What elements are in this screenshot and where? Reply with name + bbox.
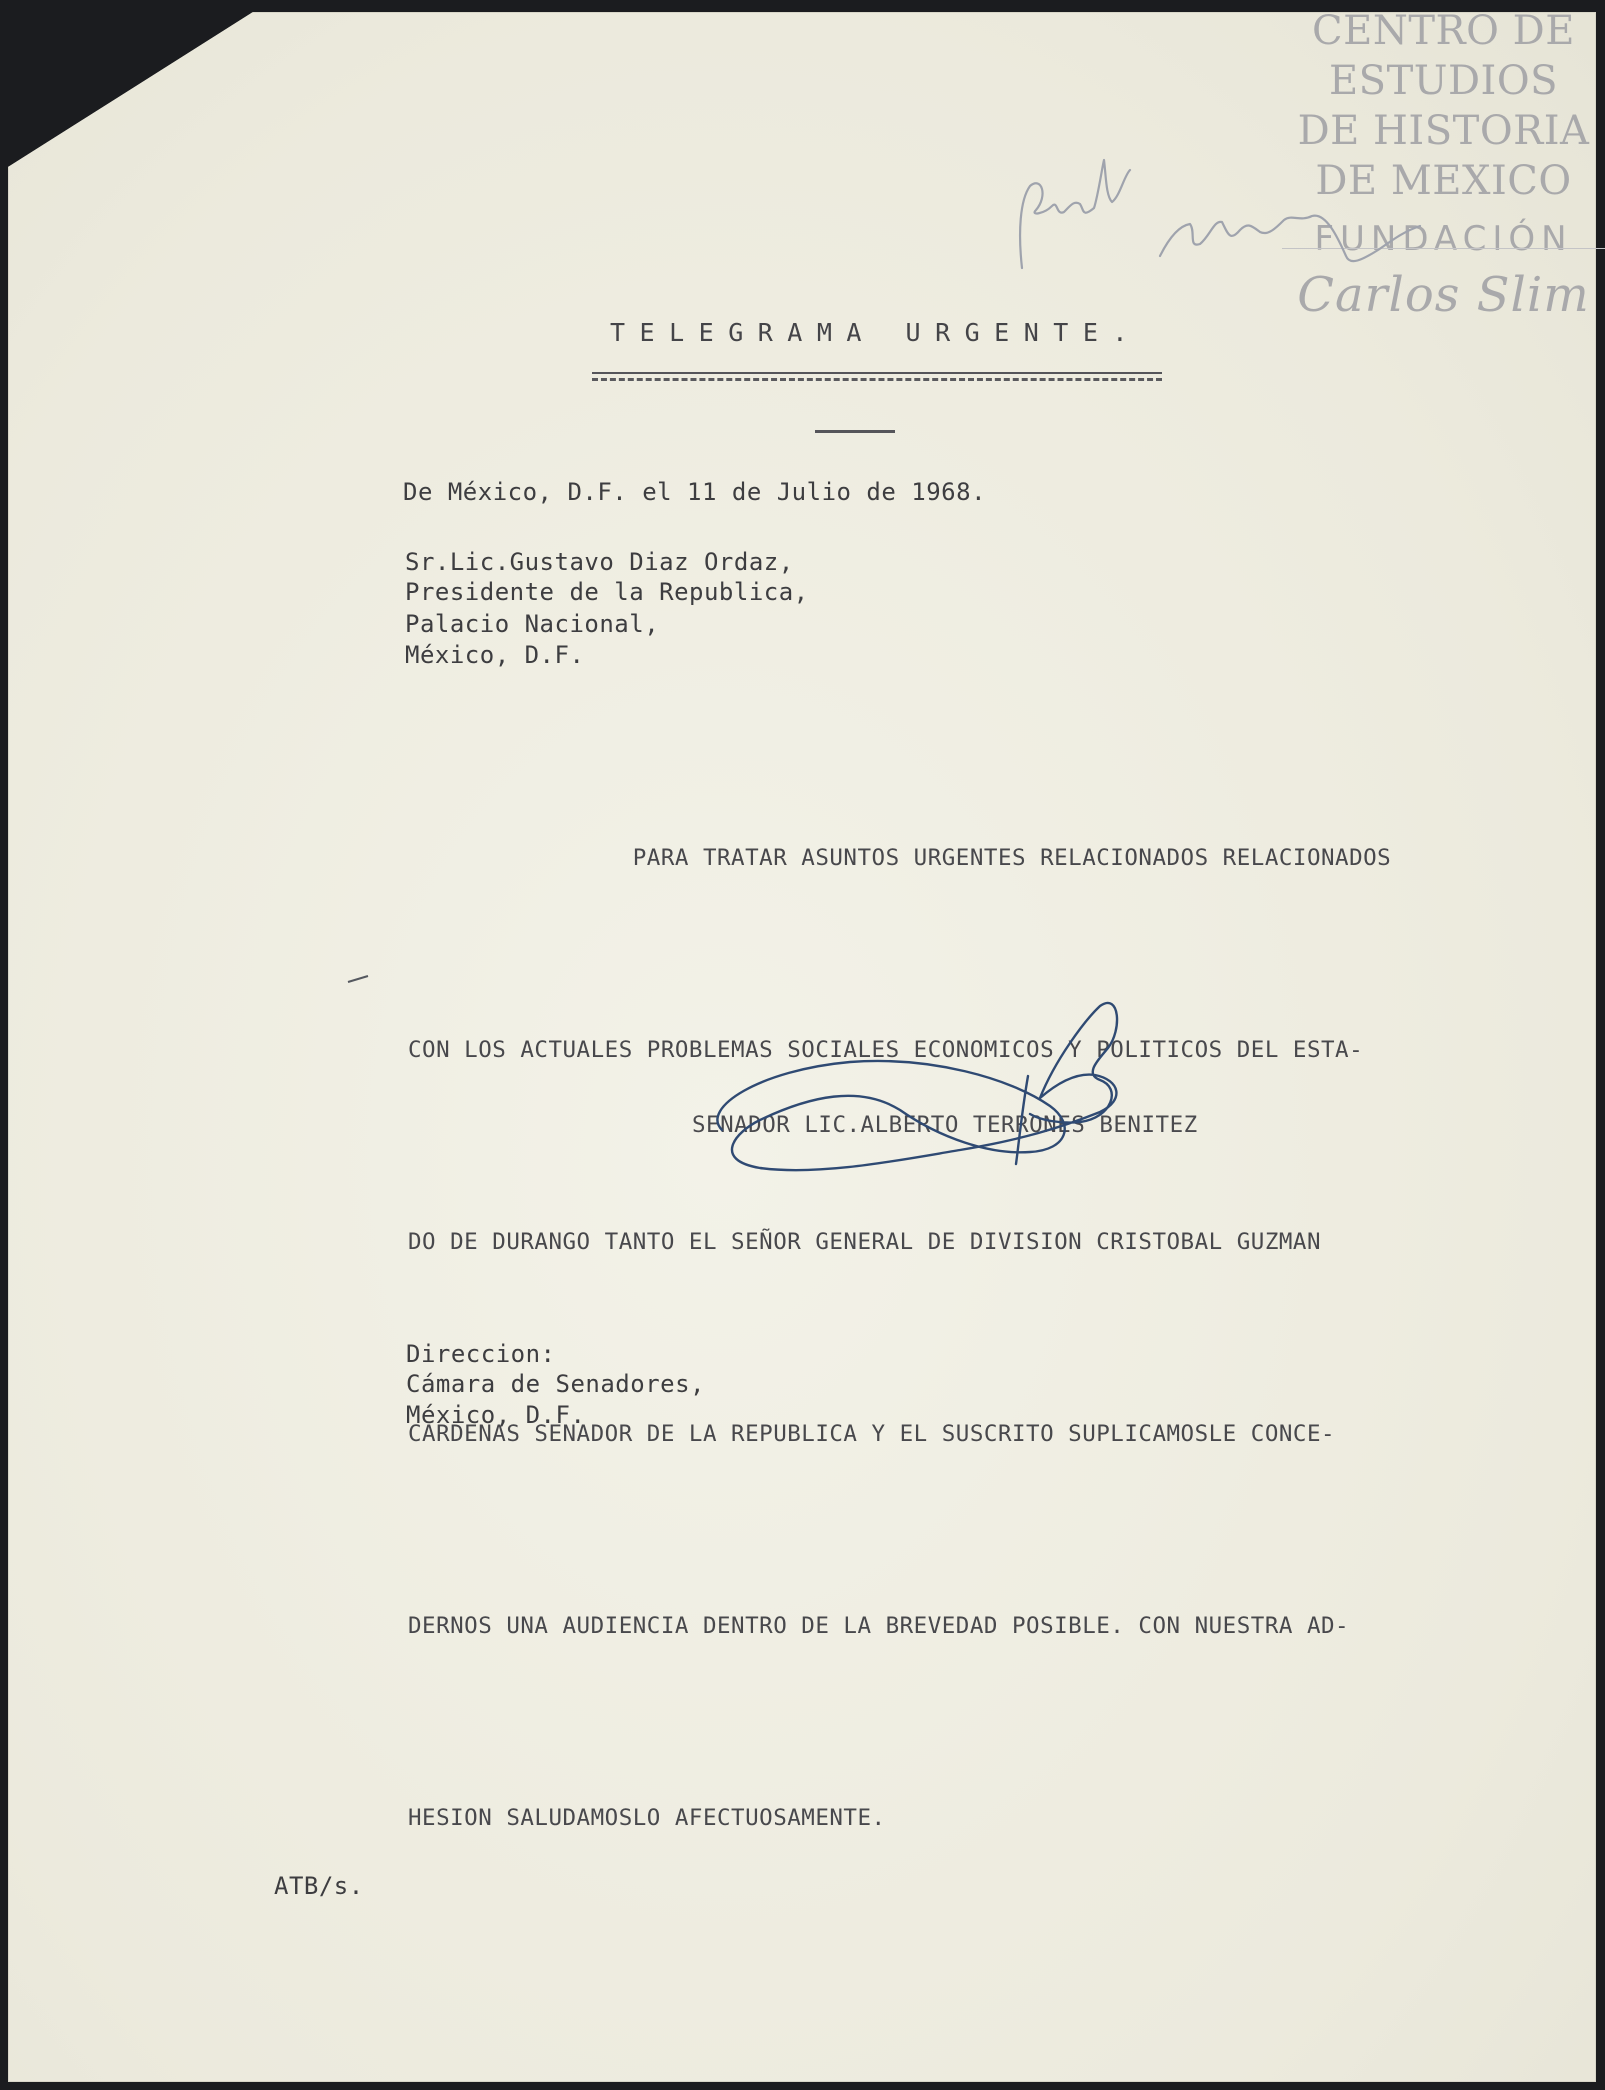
stamp-line-4: DE MEXICO [1315, 158, 1572, 204]
body-line: DO DE DURANGO TANTO EL SEÑOR GENERAL DE DIVISION CRISTOBAL GUZMAN [408, 1229, 1321, 1255]
stamp-carlos-slim: Carlos Slim [1297, 267, 1590, 323]
body-line: CON LOS ACTUALES PROBLEMAS SOCIALES ECONOMICOS Y POLITICOS DEL ESTA- [408, 1037, 1364, 1063]
body-line: PARA TRATAR ASUNTOS URGENTES RELACIONADOS RELACIONADOS [408, 845, 1392, 871]
signature-mark [717, 1003, 1117, 1170]
body-line: CARDENAS SENADOR DE LA REPUBLICA Y EL SUSCRITO SUPLICAMOSLE CONCE- [408, 1421, 1336, 1447]
recipient-line: Palacio Nacional, [405, 610, 660, 638]
handwritten-note-mexico [1160, 216, 1420, 262]
address-line: Cámara de Senadores, [406, 1370, 705, 1398]
address-line: México, D.F. [406, 1401, 586, 1429]
address-label: Direccion: [406, 1340, 556, 1368]
telegram-title: TELEGRAMA URGENTE. [610, 318, 1142, 347]
recipient-line: Presidente de la Republica, [405, 578, 809, 606]
handwritten-note-pueblo [1020, 160, 1130, 268]
stamp-line-3: DE HISTORIA [1297, 108, 1590, 154]
signature-line: SENADOR LIC.ALBERTO TERRONES BENITEZ [692, 1112, 1198, 1138]
date-line: De México, D.F. el 11 de Julio de 1968. [403, 478, 987, 506]
recipient-line: Sr.Lic.Gustavo Diaz Ordaz, [405, 548, 794, 576]
stamp-line-1: CENTRO DE [1312, 8, 1575, 54]
margin-mark [348, 976, 368, 982]
body-line: HESION SALUDAMOSLO AFECTUOSAMENTE. [408, 1805, 886, 1831]
stamp-line-2: ESTUDIOS [1328, 58, 1559, 104]
recipient-line: México, D.F. [405, 641, 585, 669]
stamp-fundacion: FUNDACIÓN [1314, 219, 1573, 259]
typist-initials: ATB/s. [274, 1872, 364, 1900]
body-line: DERNOS UNA AUDIENCIA DENTRO DE LA BREVEDAD POSIBLE. CON NUESTRA AD- [408, 1613, 1350, 1639]
